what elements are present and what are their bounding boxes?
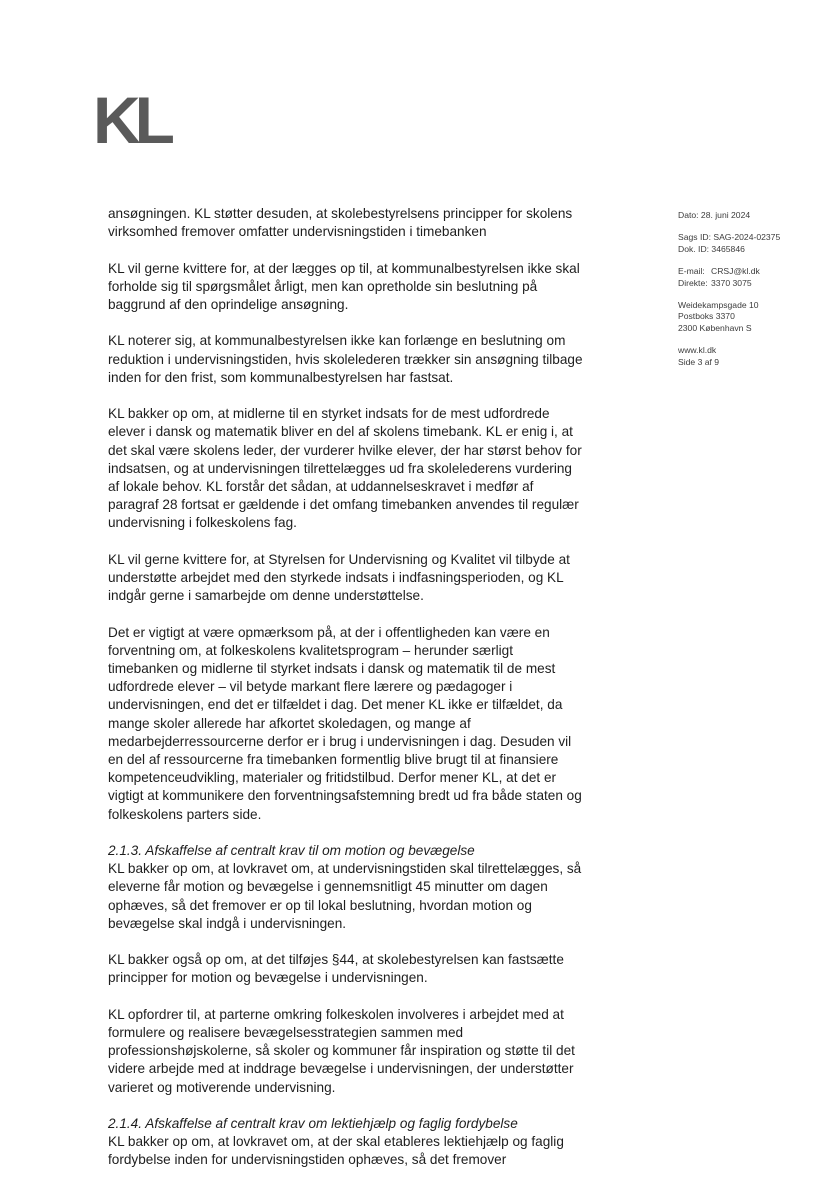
section-heading: 2.1.4. Afskaffelse af centralt krav om lektiehjælp og faglig fordybelse	[108, 1116, 518, 1132]
paragraph: KL bakker op om, at lovkravet om, at der skal etableres lektiehjælp og faglig fordybelse inden for undervisningstiden ophæves, så det fremover	[108, 1134, 564, 1168]
paragraph: KL bakker op om, at lovkravet om, at undervisningstiden skal tilrettelægges, så eleverne får motion og bevægelse i gennemsnitligt 45 minutter om dagen ophæves, så det fremover er op til lokal beslutning, hvordan motion og bevægelse skal indgå i undervisningen.	[108, 861, 582, 931]
paragraph: KL vil gerne kvittere for, at Styrelsen for Undervisning og Kvalitet vil tilbyde at understøtte arbejdet med den styrkede indsats i indfasningsperioden, og KL indgår gerne i samarbejde om denne understøttelse.	[108, 551, 570, 604]
web-group	[678, 345, 823, 368]
doc-id: Dok. ID: 3465846	[678, 243, 745, 254]
email-row	[678, 266, 823, 277]
id-group	[678, 232, 823, 255]
phone-row	[678, 278, 823, 289]
phone-value: 3370 3075	[711, 277, 752, 288]
paragraph: KL bakker op om, at midlerne til en styrket indsats for de mest udfordrede elever i dansk og matematik bliver en del af skolens timebank. KL er enig i, at det skal være skolens leder, der vurderer hvilke elever, der har størst behov for indsatsen, og at undervisningen tilrettelægges ud fra skolelederens vurdering af lokale behov. KL forstår det sådan, at uddannelseskravet i medfør af paragraf 28 fortsat er gældende i det omfang timebanken anvendes til regulær undervisning i folkeskolens fag.	[108, 406, 582, 531]
date-text: Dato: 28. juni 2024	[678, 210, 751, 220]
address-street: Weidekampsgade 10	[678, 300, 759, 311]
address-city: 2300 København S	[678, 322, 752, 333]
page-number: Side 3 af 9	[678, 356, 720, 367]
phone-label: Direkte:	[678, 277, 708, 288]
paragraph: KL noterer sig, at kommunalbestyrelsen ikke kan forlænge en beslutning om reduktion i undervisningstiden, hvis skolelederen trækker sin ansøgning tilbage inden for den frist, som kommunalbestyrelsen har fastsat.	[108, 333, 583, 385]
contact-group	[678, 266, 823, 289]
email-label: E-mail:	[678, 266, 705, 277]
paragraph: KL opfordrer til, at parterne omkring folkeskolen involveres i arbejdet med at formulere og realisere bevægelsesstrategien sammen med professionshøjskolerne, så skoler og kommuner får inspiration og støtte til det videre arbejde med at inddrage bevægelse i undervisningen, der understøtter varieret og motiverende undervisning.	[108, 1006, 575, 1095]
kl-logo: KL	[93, 83, 169, 157]
sidebar-meta	[678, 210, 823, 379]
paragraph: KL bakker også op om, at det tilføjes §44, at skolebestyrelsen kan fastsætte principper for motion og bevægelse i undervisningen.	[108, 952, 564, 986]
address-group	[678, 300, 823, 334]
section-heading: 2.1.3. Afskaffelse af centralt krav til om motion og bevægelse	[108, 843, 475, 859]
website-link[interactable]: www.kl.dk	[678, 345, 717, 356]
address-box: Postboks 3370	[678, 311, 735, 322]
email-value[interactable]: CRSJ@kl.dk	[711, 266, 760, 277]
paragraph: ansøgningen. KL støtter desuden, at skolebestyrelsens principper for skolens virksomhed fremover omfatter undervisningstiden i timebanken	[108, 206, 573, 240]
letter-body	[108, 205, 583, 1188]
paragraph: Det er vigtigt at være opmærksom på, at der i offentligheden kan være en forventning om, at folkeskolens kvalitetsprogram – herunder særligt timebanken og midlerne til styrket indsats i dansk og matematik til de mest udfordrede elever – vil betyde markant flere lærere og pædagoger i undervisningen, end det er tilfældet i dag. Det mener KL ikke er tilfældet, da mange skoler allerede har afkortet skoledagen, og mange af medarbejderressourcerne derfor er i brug i undervisningen i dag. Desuden vil en del af ressourcerne fra timebanken formentlig blive brugt til at finansiere kompetenceudvikling, materialer og fritidstilbud. Derfor mener KL, at det er vigtigt at kommunikere den forventningsafstemning bredt ud fra både staten og folkeskolens parters side.	[108, 624, 582, 822]
case-id: Sags ID: SAG-2024-02375	[678, 232, 781, 243]
date-group	[678, 210, 823, 221]
paragraph: KL vil gerne kvittere for, at der lægges op til, at kommunalbestyrelsen ikke skal forholde sig til spørgsmålet årligt, men kan opretholde sin beslutning på baggrund af den oprindelige ansøgning.	[108, 260, 580, 312]
